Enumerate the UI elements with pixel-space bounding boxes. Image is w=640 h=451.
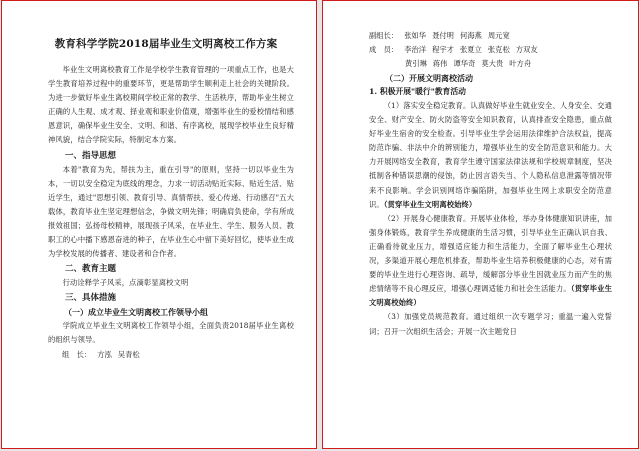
safety-education-text: （1）落实安全稳定教育。认真做好毕业生就业安全、人身安全、交通安全、财产安全、防火防盗等安全知识教育，认真排查安全隐患，重点做好毕业生宿舍的安全检查。引导毕业生学会运用法律维护合法权益，提高防范诈骗、非法中介的辨别能力，增强毕业生的安全防范意识和能力。大力开展网络安全教育，教育学生遵守国家法律法规和学校规章制度，坚决抵制各种错误思潮的侵蚀，防止因言语失当、个人隐私信息泄露等情况带来不良影响。学会识别网络诈骗陷阱，加强毕业生网上求职安全防范意识。 [369, 101, 612, 209]
leadership-group-paragraph: 学院成立毕业生文明离校工作领导小组，全面负责2018届毕业生离校的组织与领导。 [48, 321, 294, 345]
vice-leader-label: 副组长： [369, 31, 399, 40]
guiding-ideology-paragraph: 本着"教育为先，帮扶为主，重在引导"的原则，坚持一切以毕业生为本，一切以安全稳定为底线的理念，力求一切活动贴近实际、贴近生活、贴近学生，通过"思想引领、教育引导、真情帮扶、爱心传递、行动感召"五大载体，教育毕业生坚定理想信念，争做文明先锋；明确肩负使命，学有所成报效祖国；弘扬母校精神，展现孩子风采，在毕业生、学生、服务人员、教职工的心中播下感恩奋进的种子，在毕业生心中留下美好回忆，使毕业生成为学校发展的传播者、建设者和合作者。 [48, 164, 294, 259]
member-name: 张克松 [487, 45, 510, 54]
vice-leader-name: 张如华 [404, 31, 427, 40]
leader-line [48, 348, 294, 362]
member-name: 李治洋 [404, 45, 427, 54]
member-name: 谭华奇 [453, 59, 476, 68]
health-education-text: （2）开展身心健康教育。开展毕业体检，举办身体健康知识讲座，加强身体锻炼，教育学生养成健康的生活习惯，引导毕业生正确认识自我、正确看待就业压力，增强适应能力和生活能力，全面了解毕业生心理状况，多渠道开展心理危机排查，帮助毕业生培养积极健康的心态，对有需要的毕业生进行心理咨询、疏导，缓解部分毕业生因就业压力而产生的焦虑情绪等不良心理反应，增强心理调适能力和社会生活能力。 [369, 213, 612, 294]
section-heading-theme: 二、教育主题 [65, 264, 117, 275]
leader-name: 吴青松 [117, 349, 140, 359]
member-label: 成 员： [369, 45, 399, 54]
member-name: 莫大贵 [481, 59, 504, 68]
member-name: 蒋伟 [432, 59, 448, 68]
member-name: 黄引琳 [405, 59, 427, 68]
item-heading-warm-education: 1. 积极开展"暖行"教育活动 [369, 87, 466, 96]
party-education-paragraph: （3）加强党员规范教育。通过组织一次专题学习；重温一遍入党誓词；召开一次组织生活会；开展一次主题党日 [369, 312, 612, 336]
section-heading-measures: 三、具体措施 [65, 293, 117, 304]
vice-leader-name: 聂付明 [432, 31, 454, 40]
intro-paragraph: 毕业生文明离校教育工作是学校学生教育管理的一项重点工作，也是大学生教育培养过程中的重要环节，更是帮助学生顺利走上社会的关键阶段。为进一步做好毕业生离校期间学校正常的教学、生活秩序，帮助毕业生树立正确的人生观、成才观、择业观和职业价值观，增强毕业生的爱校情结和感恩意识，确保毕业生安全、文明、和谐、有序离校，展现学校毕业生良好精神风貌，结合学院实际，特制定本方案。 [48, 65, 294, 145]
member-line [369, 43, 612, 57]
member-name: 张夏立 [459, 45, 482, 54]
document-title: 教育科学学院2018届毕业生文明离校工作方案 [54, 38, 278, 50]
safety-education-tag: （贯穿毕业生文明离校始终） [383, 199, 477, 209]
vice-leader-line [369, 29, 612, 43]
leader-name: 方泓 [97, 349, 112, 359]
vice-leader-name: 何海燕 [459, 31, 482, 40]
health-education-paragraph [369, 212, 612, 311]
document-page-left [1, 0, 317, 449]
safety-education-paragraph [369, 99, 612, 212]
subsection-heading-leadership-group: （一）成立毕业生文明离校工作领导小组 [64, 307, 208, 318]
member-name: 程宇才 [432, 45, 454, 54]
document-page-right [322, 0, 639, 449]
member-line-continued [369, 57, 612, 71]
member-name: 叶方舟 [509, 59, 532, 68]
section-heading-guiding-ideology: 一、指导思想 [65, 150, 117, 161]
subsection-heading-activities: （二）开展文明离校活动 [385, 73, 473, 83]
theme-paragraph: 行动诠释学子风采，点滴彰显离校文明 [62, 278, 189, 288]
health-education-tag: （贯穿毕业生文明离校始终） [369, 284, 613, 308]
vice-leader-name: 周元宽 [487, 31, 510, 40]
member-name: 方双友 [515, 45, 538, 54]
leader-label: 组 长： [62, 349, 92, 359]
